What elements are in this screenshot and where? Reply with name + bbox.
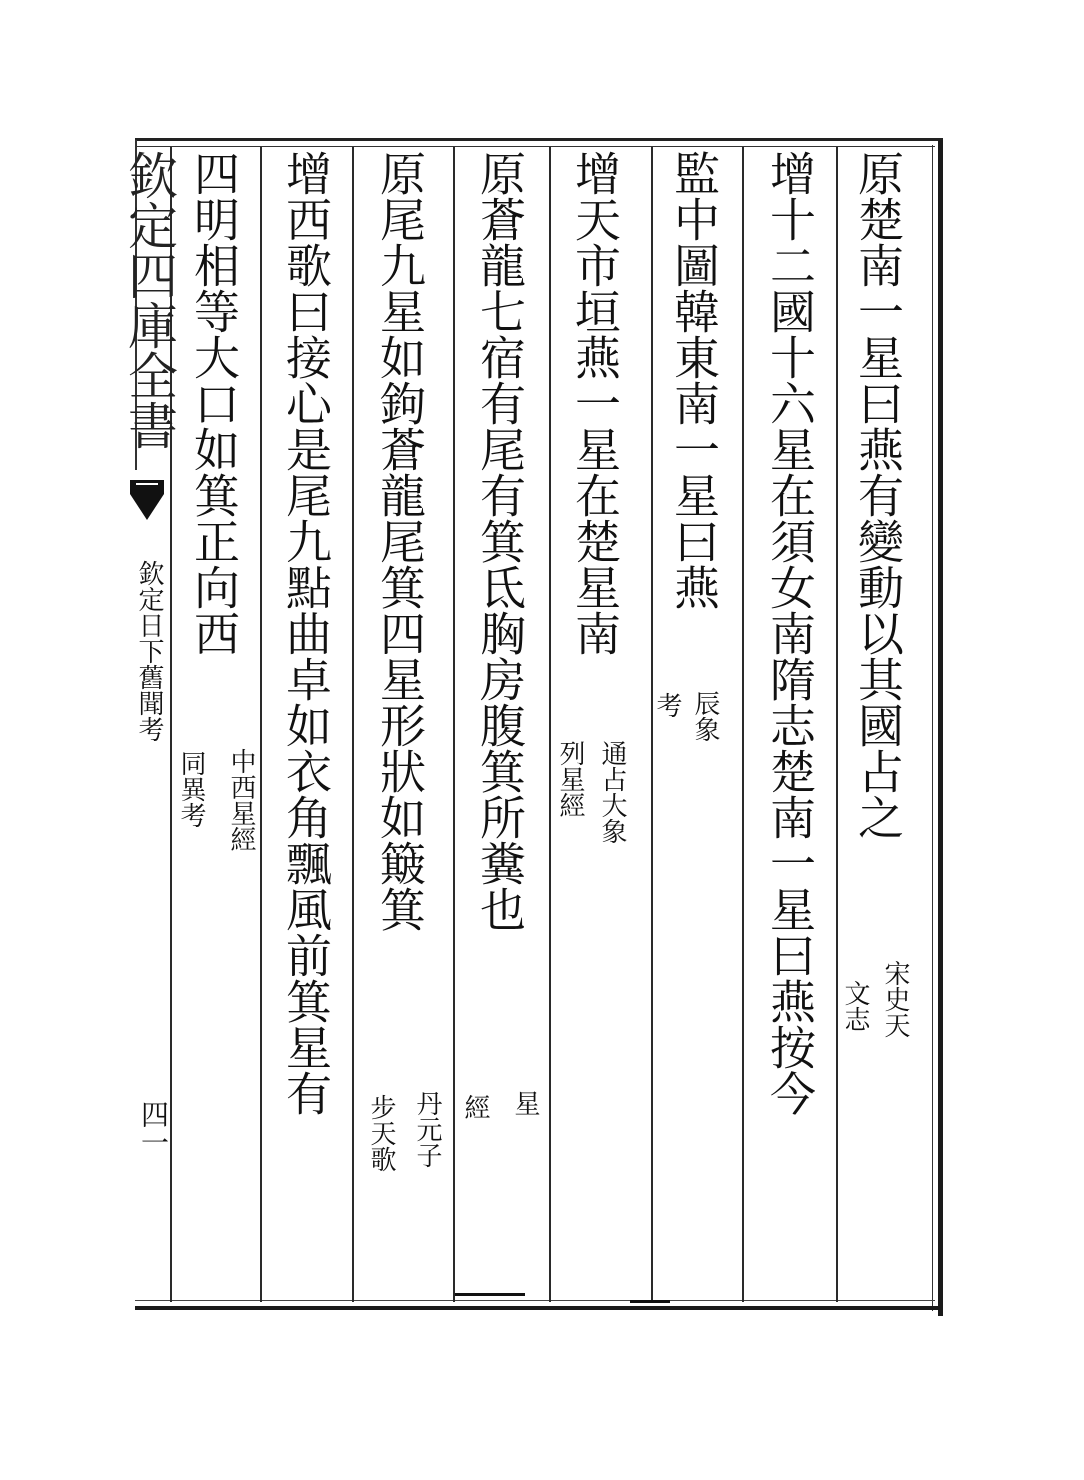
text-column-1: 原楚南一星曰燕有變動以其國占之 <box>851 150 905 840</box>
annotation-col8-b: 同異考 <box>176 750 206 828</box>
column-rule <box>549 147 551 1302</box>
annotation-col5-a: 星 <box>510 1090 540 1116</box>
text-column-8: 四明相等大口如箕正向西 <box>187 150 241 656</box>
page-number: 四一 <box>137 1100 170 1156</box>
column-rule <box>651 147 653 1302</box>
annotation-col1-b: 文志 <box>840 980 870 1032</box>
annotation-col3-a: 辰象 <box>690 690 720 742</box>
bottom-rule-mark <box>630 1300 670 1303</box>
text-column-5: 原蒼龍七宿有尾有箕氐胸房腹箕所糞也 <box>473 150 527 932</box>
frame-border-right <box>938 140 943 1316</box>
bottom-rule-mark <box>455 1293 525 1296</box>
annotation-col4-b: 列星經 <box>555 740 585 818</box>
text-column-2: 增十二國十六星在須女南隋志楚南一星曰燕按今 <box>763 150 817 1116</box>
text-column-7: 增西歌曰接心是尾九點曲卓如衣角飄風前箕星有 <box>279 150 333 1116</box>
column-rule <box>453 147 455 1302</box>
text-column-3: 監中圖韓東南一星曰燕 <box>667 150 721 610</box>
frame-border-top <box>135 138 943 141</box>
annotation-col1-a: 宋史天 <box>880 960 910 1038</box>
text-column-4: 增天市垣燕一星在楚星南 <box>568 150 622 656</box>
annotation-col6-b: 步天歌 <box>366 1094 396 1172</box>
frame-border-bottom-inner <box>135 1300 935 1301</box>
book-title: 欽定四庫全書 <box>120 150 178 450</box>
annotation-col8-a: 中西星經 <box>226 748 256 852</box>
fish-tail-mark-icon <box>128 478 166 522</box>
column-rule <box>836 147 838 1302</box>
annotation-col3-b: 考 <box>652 692 682 718</box>
annotation-col4-a: 通占大象 <box>597 740 627 844</box>
frame-border-top-inner <box>135 146 935 147</box>
annotation-col6-a: 丹元子 <box>412 1090 442 1168</box>
text-column-6: 原尾九星如鉤蒼龍尾箕四星形狀如簸箕 <box>373 150 427 932</box>
annotation-col5-b: 經 <box>460 1094 490 1120</box>
column-rule <box>260 147 262 1302</box>
book-subtitle: 欽定日下舊聞考 <box>134 560 164 742</box>
frame-border-right-inner <box>932 145 933 1311</box>
frame-border-bottom <box>135 1306 943 1310</box>
column-rule <box>352 147 354 1302</box>
page-frame <box>135 138 943 1314</box>
column-rule <box>742 147 744 1302</box>
